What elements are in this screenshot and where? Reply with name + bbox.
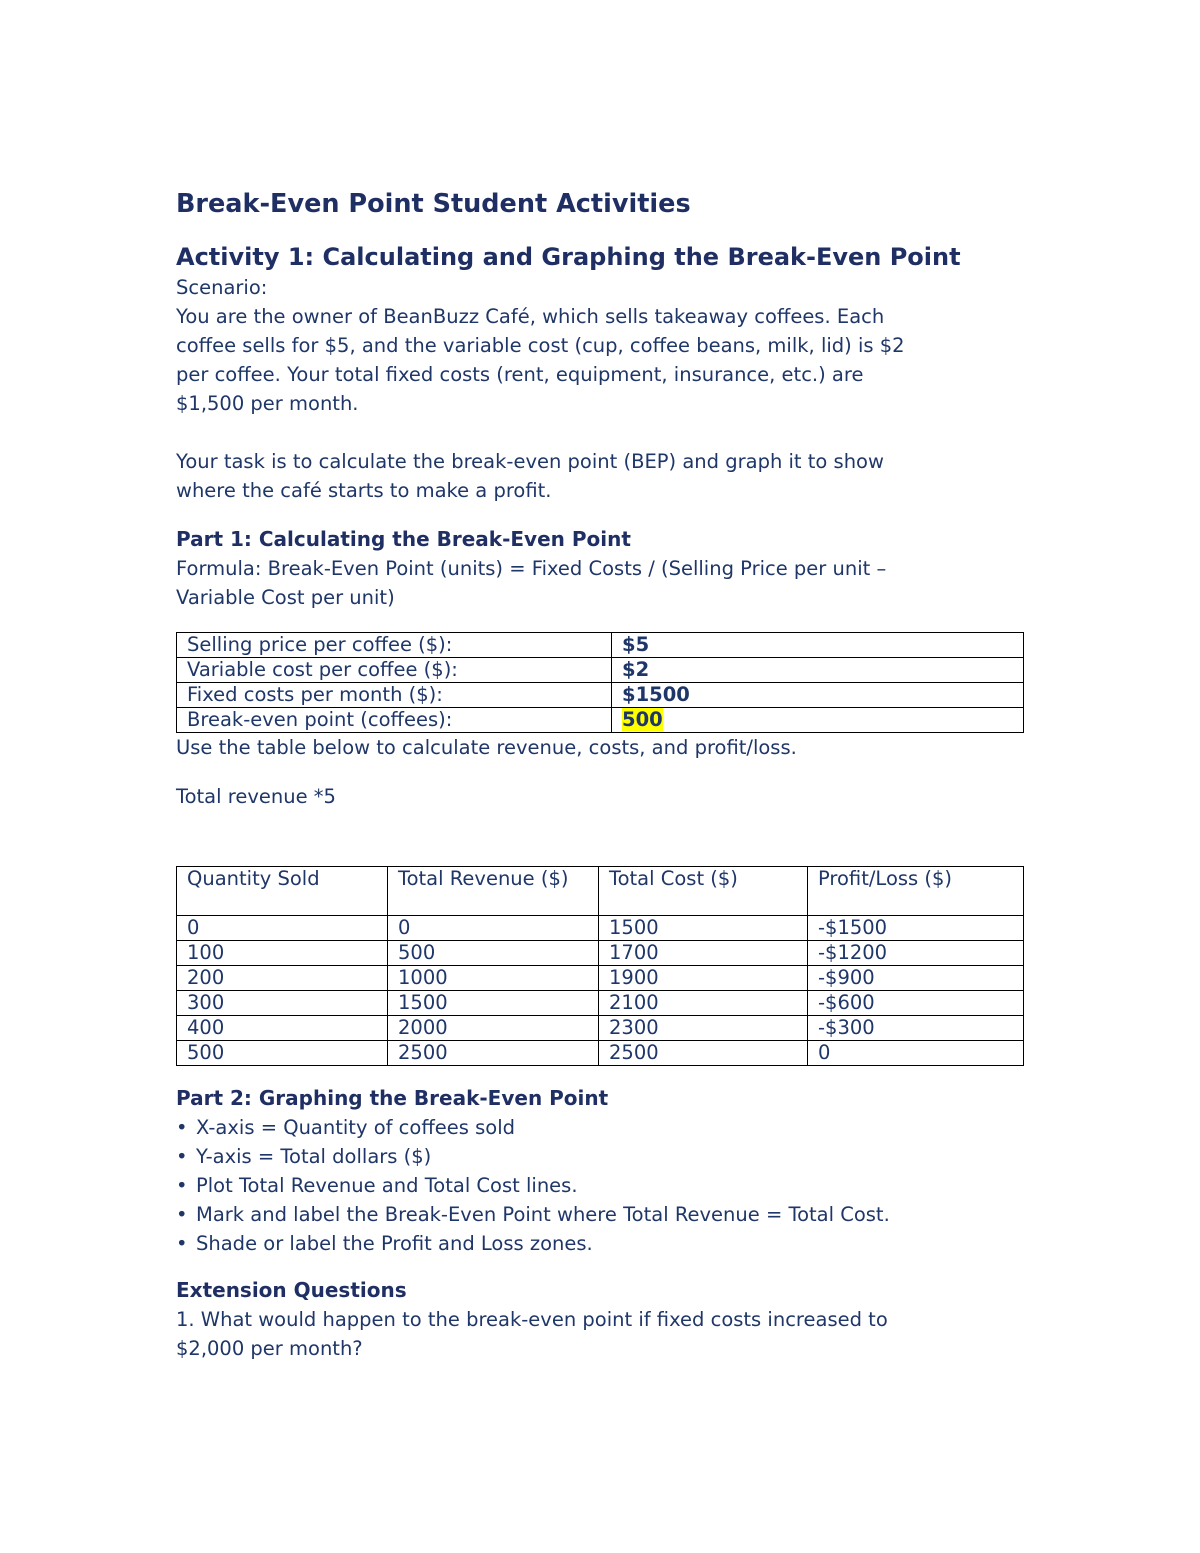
table-cell: -$300 [808, 1016, 1024, 1041]
list-item-text: Y-axis = Total dollars ($) [196, 1145, 432, 1168]
scenario-line: coffee sells for $5, and the variable cost (cup, coffee beans, milk, lid) is $2 [176, 334, 905, 357]
parameters-table [176, 632, 1024, 733]
scenario-line: $1,500 per month. [176, 392, 359, 415]
table-cell: -$900 [808, 966, 1024, 991]
list-item [176, 1142, 1026, 1171]
revenue-cost-table [176, 866, 1024, 1066]
table-cell: 2500 [599, 1041, 808, 1066]
table-row [177, 1041, 1024, 1066]
list-item-text: X-axis = Quantity of coffees sold [196, 1116, 516, 1139]
bullet-icon: • [176, 1203, 188, 1226]
table-row [177, 916, 1024, 941]
table-cell: 300 [177, 991, 388, 1016]
scenario-label: Scenario: [176, 276, 268, 299]
extension-heading: Extension Questions [176, 1278, 407, 1302]
table-cell: 500 [388, 941, 599, 966]
table-cell: -$600 [808, 991, 1024, 1016]
param-label: Fixed costs per month ($): [177, 683, 612, 708]
table-cell: 400 [177, 1016, 388, 1041]
scenario-line: You are the owner of BeanBuzz Café, which sells takeaway coffees. Each [176, 305, 885, 328]
param-value: $5 [612, 633, 1024, 658]
bullet-icon: • [176, 1116, 188, 1139]
list-item-text: Plot Total Revenue and Total Cost lines. [196, 1174, 578, 1197]
column-header: Total Cost ($) [599, 867, 808, 916]
table-cell: 1700 [599, 941, 808, 966]
revenue-note: Total revenue *5 [176, 785, 336, 808]
question-line: $2,000 per month? [176, 1337, 363, 1360]
table-cell: 200 [177, 966, 388, 991]
document-page [176, 186, 1026, 1363]
task-line: where the café starts to make a profit. [176, 479, 552, 502]
table-cell: 1500 [388, 991, 599, 1016]
break-even-value-cell [612, 708, 1024, 733]
part-1-heading: Part 1: Calculating the Break-Even Point [176, 527, 631, 551]
table-cell: 2000 [388, 1016, 599, 1041]
list-item [176, 1200, 1026, 1229]
table-row [177, 658, 1024, 683]
table-cell: -$1200 [808, 941, 1024, 966]
document-title: Break-Even Point Student Activities [176, 189, 691, 219]
table-cell: 1900 [599, 966, 808, 991]
param-label: Selling price per coffee ($): [177, 633, 612, 658]
table-row [177, 683, 1024, 708]
bullet-icon: • [176, 1174, 188, 1197]
activity-1-heading: Activity 1: Calculating and Graphing the Break-Even Point [176, 243, 961, 271]
paragraph-spacer [176, 418, 1026, 447]
table-cell: 100 [177, 941, 388, 966]
bullet-icon: • [176, 1232, 188, 1255]
param-label: Variable cost per coffee ($): [177, 658, 612, 683]
table-cell: 2500 [388, 1041, 599, 1066]
scenario-line: per coffee. Your total fixed costs (rent, equipment, insurance, etc.) are [176, 363, 864, 386]
param-value: $2 [612, 658, 1024, 683]
table-instruction: Use the table below to calculate revenue, costs, and profit/loss. [176, 736, 797, 759]
table-header-row [177, 867, 1024, 916]
table-row [177, 991, 1024, 1016]
list-item-text: Shade or label the Profit and Loss zones. [196, 1232, 593, 1255]
part-2-heading: Part 2: Graphing the Break-Even Point [176, 1086, 609, 1110]
table-row [177, 633, 1024, 658]
highlighted-answer: 500 [622, 708, 663, 731]
list-item-text: Mark and label the Break-Even Point where Total Revenue = Total Cost. [196, 1203, 890, 1226]
param-value: $1500 [612, 683, 1024, 708]
bullet-icon: • [176, 1145, 188, 1168]
table-row [177, 941, 1024, 966]
list-item [176, 1171, 1026, 1200]
table-cell: 0 [808, 1041, 1024, 1066]
column-header: Quantity Sold [177, 867, 388, 916]
question-line: 1. What would happen to the break-even point if fixed costs increased to [176, 1308, 888, 1331]
table-cell: 2100 [599, 991, 808, 1016]
column-header: Total Revenue ($) [388, 867, 599, 916]
table-row [177, 1016, 1024, 1041]
table-row [177, 966, 1024, 991]
table-row [177, 708, 1024, 733]
table-cell: 1000 [388, 966, 599, 991]
table-cell: 500 [177, 1041, 388, 1066]
formula-line: Variable Cost per unit) [176, 586, 395, 609]
table-cell: -$1500 [808, 916, 1024, 941]
table-cell: 2300 [599, 1016, 808, 1041]
column-header: Profit/Loss ($) [808, 867, 1024, 916]
formula-line: Formula: Break-Even Point (units) = Fixed Costs / (Selling Price per unit – [176, 557, 887, 580]
table-cell: 0 [177, 916, 388, 941]
task-line: Your task is to calculate the break-even point (BEP) and graph it to show [176, 450, 884, 473]
table-cell: 0 [388, 916, 599, 941]
list-item [176, 1229, 1026, 1258]
graph-instructions-list [176, 1113, 1026, 1258]
table-cell: 1500 [599, 916, 808, 941]
list-item [176, 1113, 1026, 1142]
param-label: Break-even point (coffees): [177, 708, 612, 733]
